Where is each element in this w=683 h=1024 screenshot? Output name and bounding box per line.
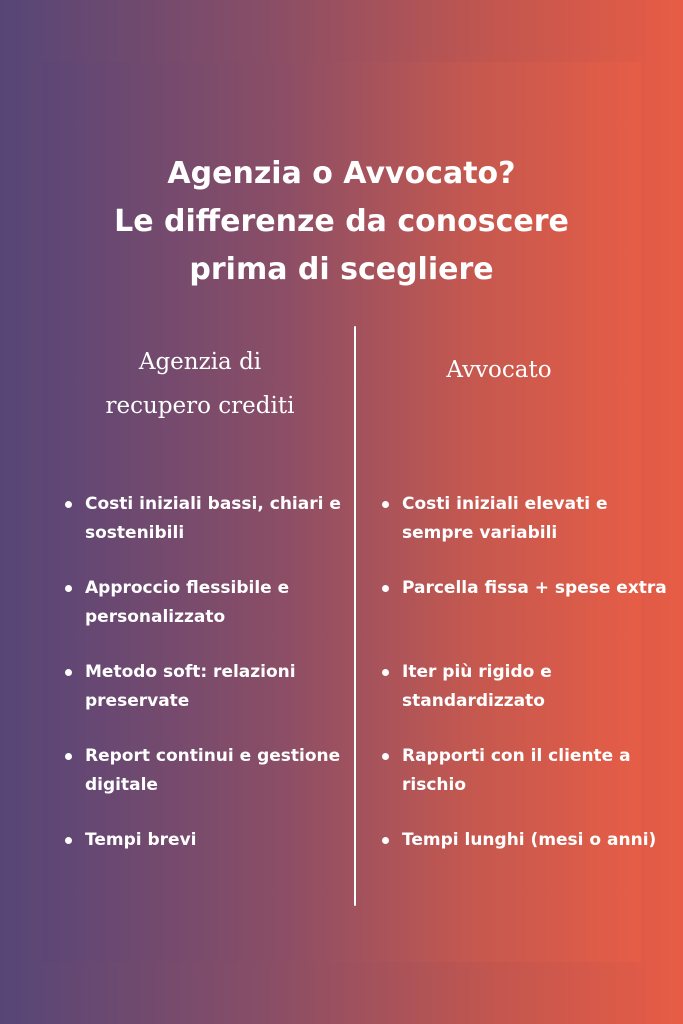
- list-item: [64, 658, 348, 742]
- bullet-icon: [382, 501, 389, 508]
- list-item: [64, 742, 348, 826]
- title-line-2: Le differenze da conoscere: [114, 204, 569, 239]
- lawyer-column-heading: [372, 348, 626, 392]
- bullet-icon: [65, 669, 72, 676]
- list-item: [64, 490, 348, 574]
- list-item: [381, 826, 671, 910]
- list-item-text: Tempi lunghi (mesi o anni): [402, 830, 657, 850]
- list-item-text: Rapporti con il cliente a rischio: [402, 746, 631, 795]
- bullet-icon: [65, 501, 72, 508]
- bullet-icon: [65, 837, 72, 844]
- list-item: [64, 574, 348, 658]
- list-item: [381, 490, 671, 574]
- title-line-3: prima di scegliere: [189, 252, 494, 287]
- bullet-icon: [382, 669, 389, 676]
- agency-heading-line-1: Agenzia di: [138, 349, 262, 375]
- bullet-icon: [65, 753, 72, 760]
- title-line-1: Agenzia o Avvocato?: [167, 156, 516, 191]
- list-item: [381, 742, 671, 826]
- list-item-text: Parcella fissa + spese extra: [402, 578, 667, 598]
- list-item-text: Costi iniziali bassi, chiari e sostenibili: [85, 494, 341, 543]
- list-item-text: Tempi brevi: [85, 830, 197, 850]
- list-item-text: Iter più rigido e standardizzato: [402, 662, 552, 711]
- list-item-text: Report continui e gestione digitale: [85, 746, 341, 795]
- bullet-icon: [382, 585, 389, 592]
- bullet-icon: [382, 837, 389, 844]
- list-item: [381, 574, 671, 658]
- lawyer-heading-line-1: Avvocato: [446, 357, 552, 383]
- bullet-icon: [65, 585, 72, 592]
- list-item: [64, 826, 348, 910]
- list-item-text: Metodo soft: relazioni preservate: [85, 662, 296, 711]
- column-divider: [354, 326, 356, 906]
- page-title: [0, 150, 683, 294]
- list-item: [381, 658, 671, 742]
- agency-heading-line-2: recupero crediti: [105, 393, 295, 419]
- list-item-text: Costi iniziali elevati e sempre variabili: [402, 494, 608, 543]
- bullet-icon: [382, 753, 389, 760]
- list-item-text: Approccio flessibile e personalizzato: [85, 578, 290, 627]
- lawyer-list: [381, 490, 671, 910]
- agency-list: [64, 490, 348, 910]
- agency-column-heading: [70, 340, 330, 428]
